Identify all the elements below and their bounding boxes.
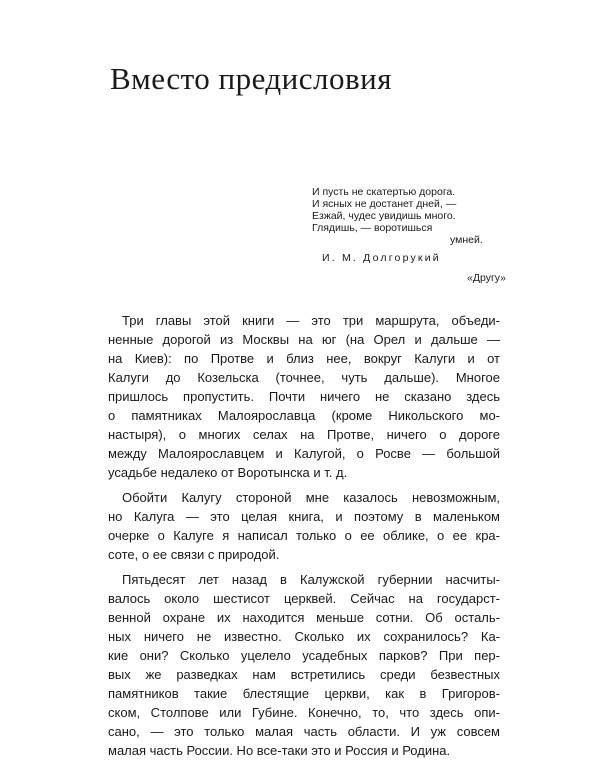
text-line: на Киев): по Протве и близ нее, вокруг Калуги и от — [108, 351, 500, 366]
text-line: Пятьдесят лет назад в Калужской губернии насчиты- — [122, 572, 500, 587]
epigraph-line: Глядишь, — воротишься — [312, 222, 433, 234]
text-line: между Малоярославцем и Калугой, о Росве — большой — [108, 446, 500, 461]
paragraph — [108, 570, 500, 760]
epigraph-line: умней. — [450, 234, 483, 246]
text-line: венной охране их находится меньше сотни. Об осталь- — [108, 610, 500, 625]
text-line: настыря), о многих селах на Протве, ничего о дороге — [108, 427, 500, 442]
text-line: вых же разведках нам встретились среди безвестных — [108, 667, 500, 682]
text-line: Калуги до Козельска (точнее, чуть дальше). Многое — [108, 370, 500, 385]
epigraph-line: И ясных не достанет дней, — — [312, 198, 457, 210]
body-text — [108, 311, 500, 766]
text-line: соте, о ее связи с природой. — [108, 547, 280, 562]
text-line: ных ничего не известно. Сколько их сохранилось? Ка- — [108, 629, 500, 644]
page-title: Вместо предисловия — [110, 61, 392, 96]
text-line: но Калуга — это целая книга, и поэтому в маленьком — [108, 509, 500, 524]
text-line: кие они? Сколько уцелело усадебных парков? При пер- — [108, 648, 500, 663]
text-line: очерке о Калуге я написал только о ее облике, о ее кра- — [108, 528, 500, 543]
epigraph-line: И пусть не скатертью дорога. — [312, 186, 456, 198]
text-line: малая часть России. Но все-таки это и Россия и Родина. — [108, 743, 451, 758]
text-line: памятников такие блестящие церкви, как в Григоров- — [108, 686, 500, 701]
text-line: о памятниках Малоярославца (кроме Никольского мо- — [108, 408, 500, 423]
text-line: пришлось пропустить. Почти ничего не сказано здесь — [108, 389, 500, 404]
text-line: валось около шестисот церквей. Сейчас на государст- — [108, 591, 500, 606]
text-line: Обойти Калугу стороной мне казалось невозможным, — [122, 490, 500, 505]
paragraph — [108, 488, 500, 564]
paragraph — [108, 311, 500, 482]
text-line: сано, — это только малая часть области. И уж совсем — [108, 724, 500, 739]
epigraph-source: «Другу» — [467, 272, 506, 284]
text-line: ненные дорогой из Москвы на юг (на Орел и дальше — — [108, 332, 500, 347]
epigraph-author: И. М. Долгорукий — [322, 252, 441, 264]
epigraph — [312, 186, 512, 284]
text-line: ском, Столпове или Губине. Конечно, то, что здесь опи- — [108, 705, 500, 720]
text-line: Три главы этой книги — это три маршрута, объеди- — [122, 313, 500, 328]
epigraph-line: Езжай, чудес увидишь много. — [312, 210, 456, 222]
text-line: усадьбе недалеко от Воротынска и т. д. — [108, 465, 348, 480]
